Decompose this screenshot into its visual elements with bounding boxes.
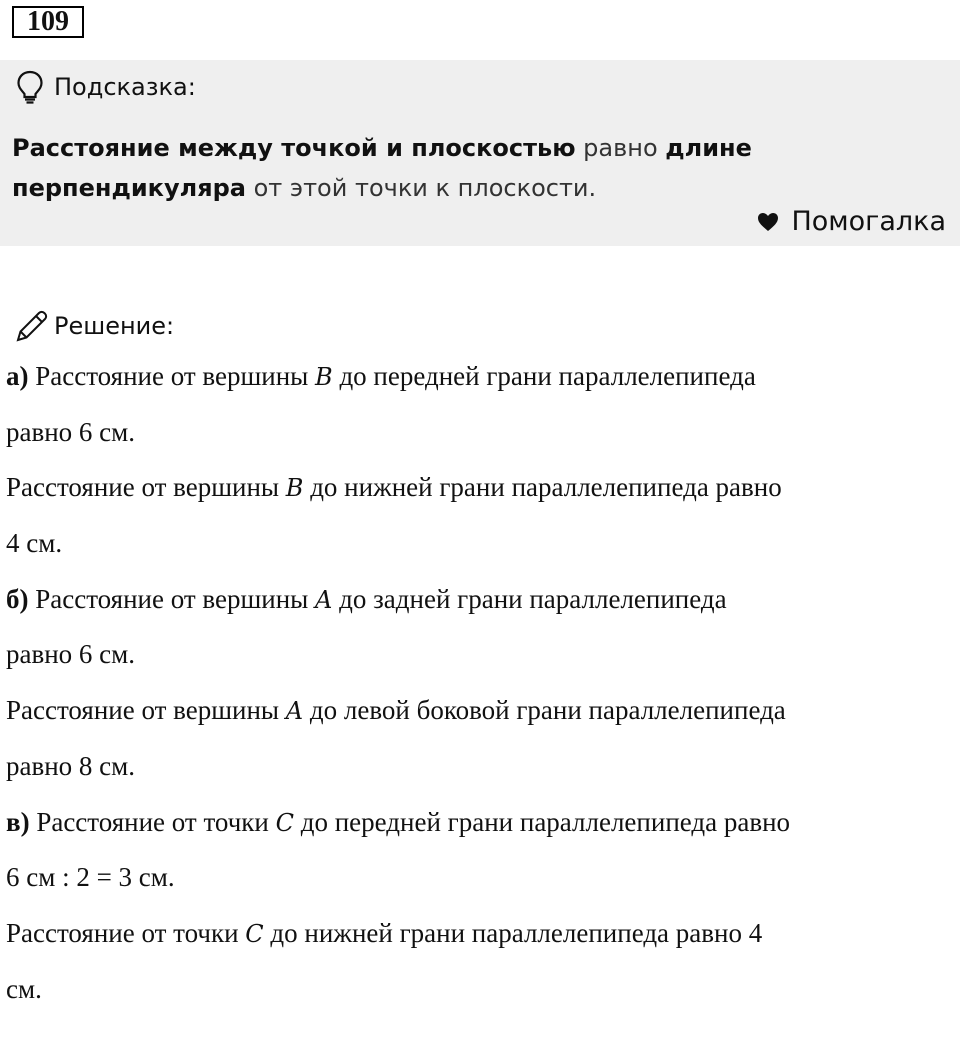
hint-text-bold-1: Расстояние между точкой и плоскостью [12,134,576,162]
line-text: до нижней грани параллелепипеда равно [303,472,782,503]
line-text: Расстояние от точки [6,917,246,948]
variable: B [285,474,304,503]
line-text: до передней грани параллелепипеда [332,361,756,391]
part-label: в) [6,806,30,837]
line-text: см. [6,973,42,1004]
hint-box [0,60,960,246]
hint-title: Подсказка: [54,73,196,101]
lightbulb-icon [16,70,44,104]
variable: C [275,808,294,837]
line-text: 4 см. [6,528,63,559]
line-text: до левой боковой грани параллелепипеда [303,695,786,726]
solution-line [6,849,946,905]
part-label: б) [6,583,29,614]
line-text: Расстояние от вершины [28,361,316,391]
task-number: 109 [12,6,84,38]
hint-text [12,128,912,208]
line-text: 6 см : 2 = 3 см. [6,862,175,893]
line-text: равно 8 см. [6,750,136,781]
solution-line [6,459,946,515]
hint-text-bold-4: перпендикуляра [12,174,246,202]
solution-line [6,794,946,850]
solution-title: Решение: [54,312,175,340]
line-text: до задней грани параллелепипеда [332,583,727,614]
hint-text-bold-3: длине [665,134,752,162]
line-text: до нижней грани параллелепипеда равно 4 [263,917,763,948]
solution-line [6,404,946,460]
line-text: Расстояние от вершины [6,695,286,726]
solution-header [14,306,174,346]
line-text: до передней грани параллелепипеда равно [294,806,791,837]
hint-header [16,70,196,104]
solution-line [6,682,946,738]
line-text: равно 6 см. [6,639,136,670]
heart-icon [757,212,779,232]
helper-label: Помогалка [791,206,946,237]
hint-text-5: от этой точки к плоскости. [245,174,597,202]
hint-text-2: равно [575,134,666,162]
variable: A [315,585,333,614]
line-text: Расстояние от вершины [28,583,316,614]
helper-link[interactable] [757,206,946,237]
solution-line [6,905,946,961]
solution-line [6,961,946,1017]
variable: B [315,363,333,391]
variable: C [245,919,264,948]
variable: A [285,697,304,726]
part-label: а) [6,361,29,391]
solution-body [6,348,946,1016]
line-text: равно 6 см. [6,416,136,447]
line-text: Расстояние от точки [29,806,276,837]
solution-line [6,626,946,682]
solution-line [6,738,946,794]
solution-line [6,571,946,627]
pencil-icon [14,308,50,344]
line-text: Расстояние от вершины [6,472,286,503]
solution-line [6,515,946,571]
solution-line [6,348,946,404]
